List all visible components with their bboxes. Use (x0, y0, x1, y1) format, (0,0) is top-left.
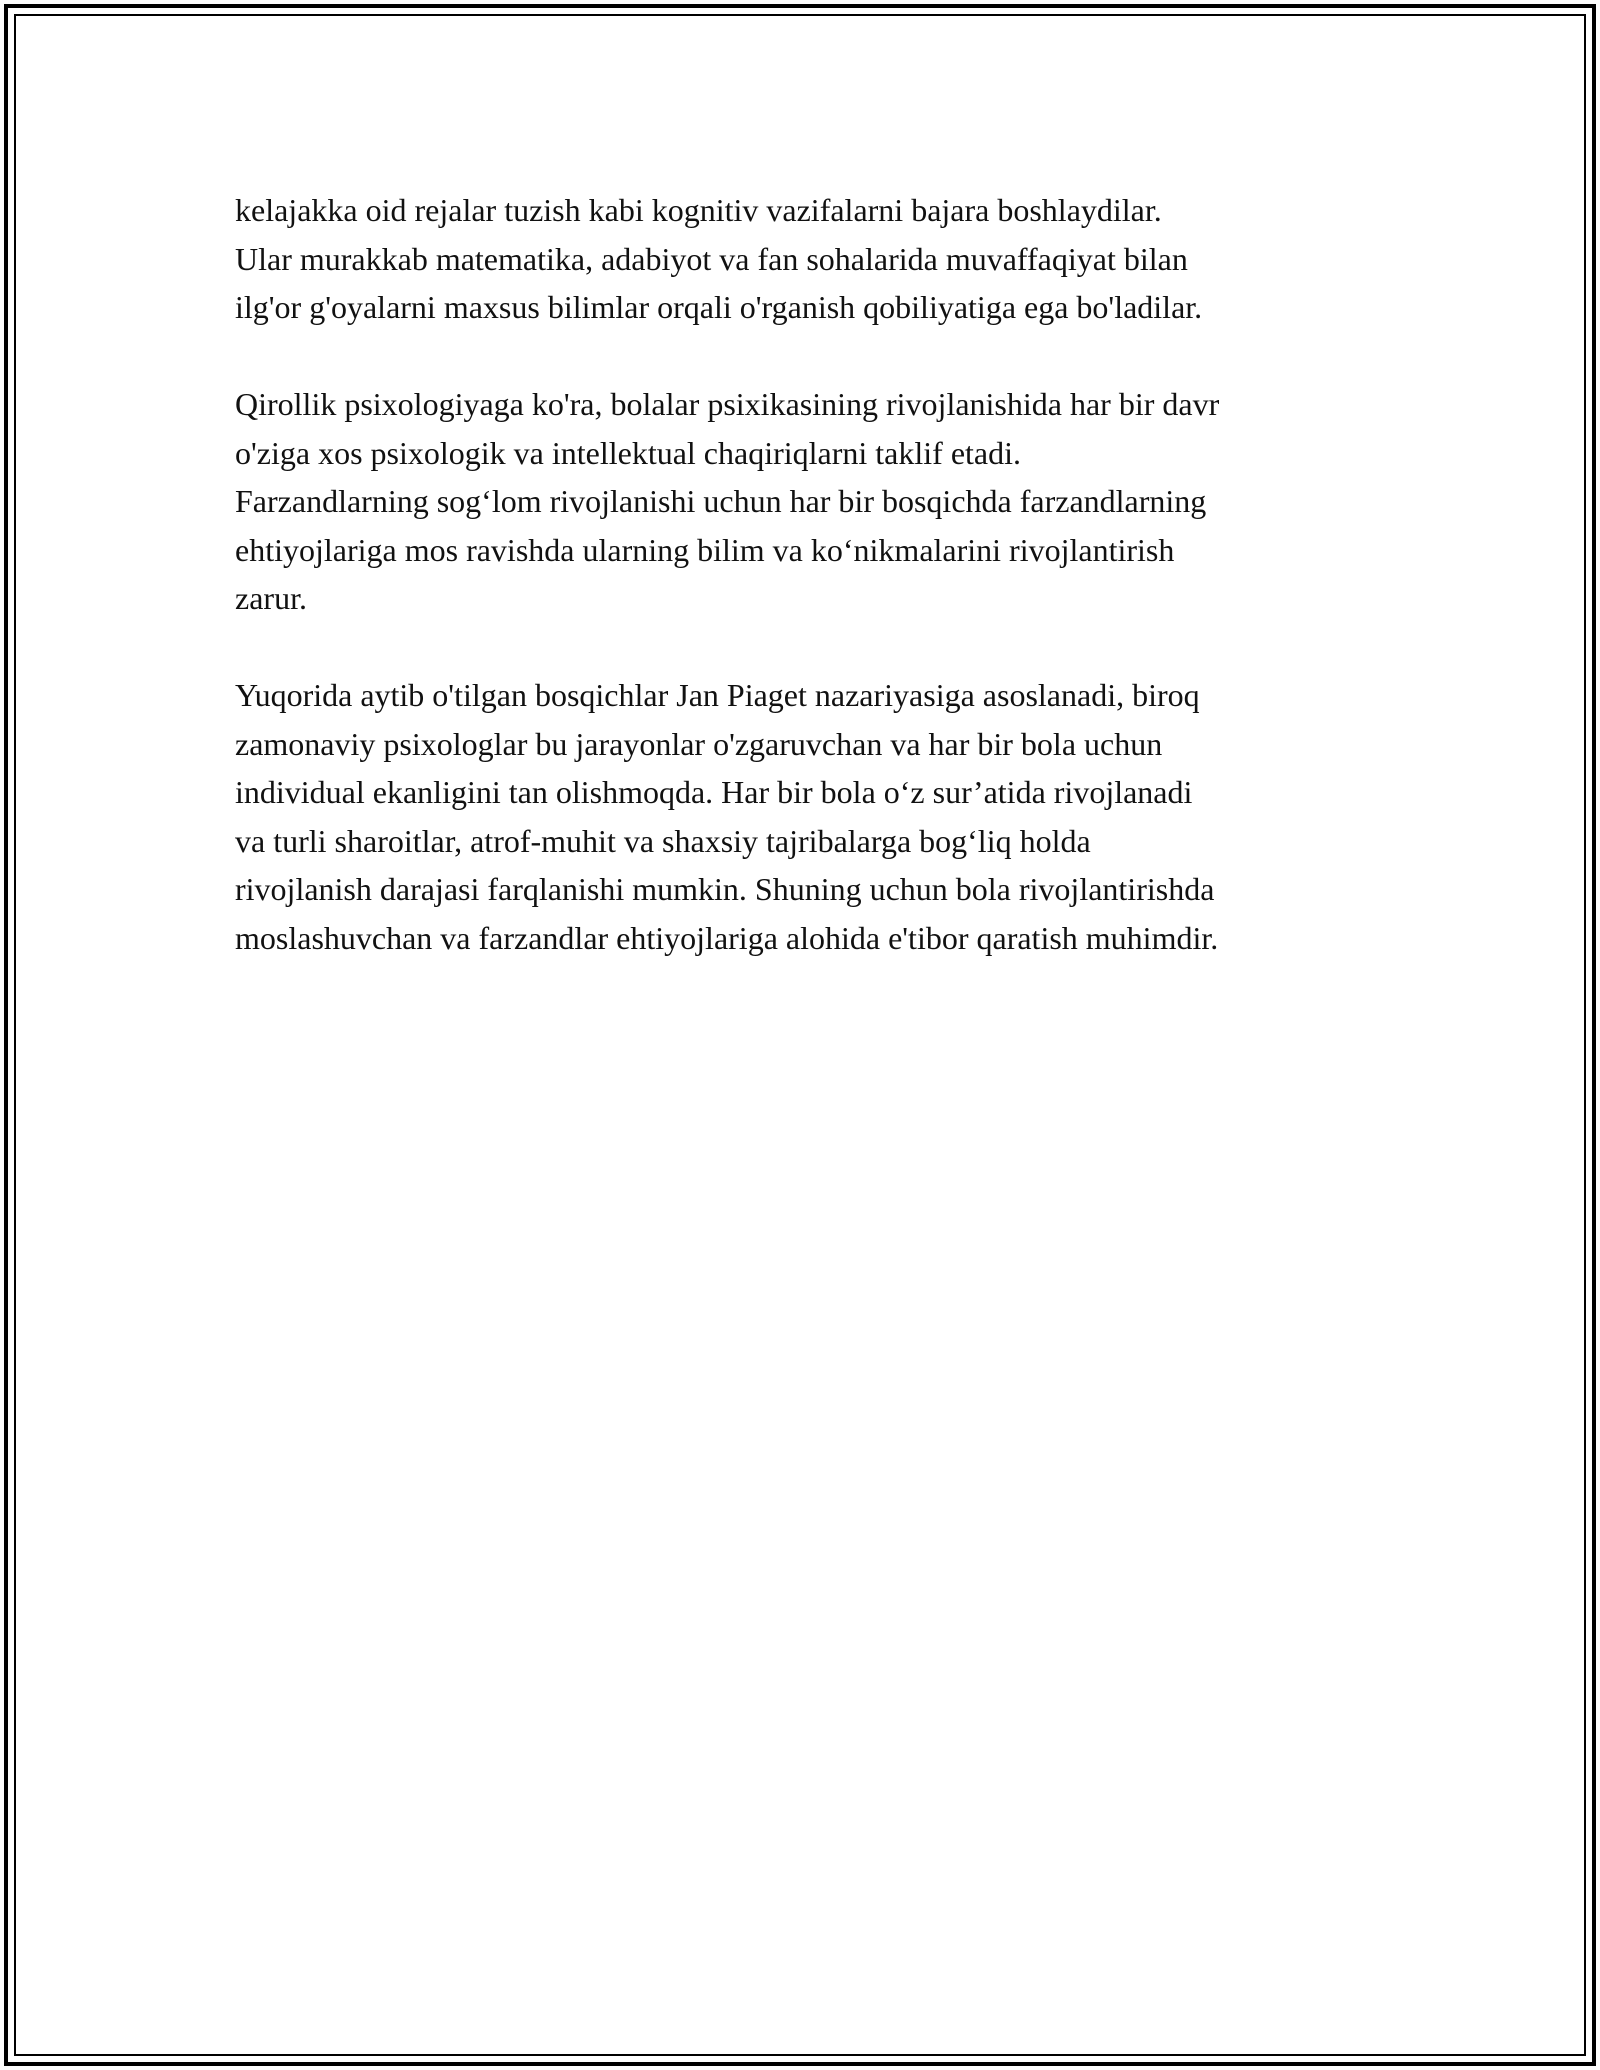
text-line: ilg'or g'oyalarni maxsus bilimlar orqali o'rganish qobiliyatiga ega bo'ladilar. (235, 289, 1203, 325)
paragraph-1 (235, 186, 1415, 332)
text-line: zamonaviy psixologlar bu jarayonlar o'zgaruvchan va har bir bola uchun (235, 725, 1163, 762)
text-line: Ular murakkab matematika, adabiyot va fan sohalarida muvaffaqiyat bilan (235, 240, 1188, 277)
text-line: moslashuvchan va farzandlar ehtiyojlariga alohida e'tibor qaratish muhimdir. (235, 919, 1219, 956)
text-line: o'ziga xos psixologik va intellektual chaqiriqlarni taklif etadi. (235, 434, 1021, 471)
text-line: va turli sharoitlar, atrof-muhit va shaxsiy tajribalarga bog‘liq holda (235, 822, 1091, 859)
paragraph-3 (235, 671, 1415, 962)
text-line: rivojlanish darajasi farqlanishi mumkin. Shuning uchun bola rivojlantirishda (235, 871, 1215, 907)
paragraph-2 (235, 380, 1415, 623)
document-body (235, 186, 1415, 1011)
text-line: kelajakka oid rejalar tuzish kabi kognitiv vazifalarni bajara boshlaydilar. (235, 192, 1162, 228)
text-line: Farzandlarning sog‘lom rivojlanishi uchun har bir bosqichda farzandlarning (235, 483, 1207, 519)
text-line: Qirollik psixologiyaga ko'ra, bolalar psixikasining rivojlanishida har bir davr (235, 386, 1220, 422)
text-line: Yuqorida aytib o'tilgan bosqichlar Jan Piaget nazariyasiga asoslanadi, biroq (235, 677, 1200, 713)
text-line: zarur. (235, 580, 307, 616)
text-line: individual ekanligini tan olishmoqda. Har bir bola o‘z sur’atida rivojlanadi (235, 774, 1193, 810)
text-line: ehtiyojlariga mos ravishda ularning bilim va ko‘nikmalarini rivojlantirish (235, 531, 1175, 568)
